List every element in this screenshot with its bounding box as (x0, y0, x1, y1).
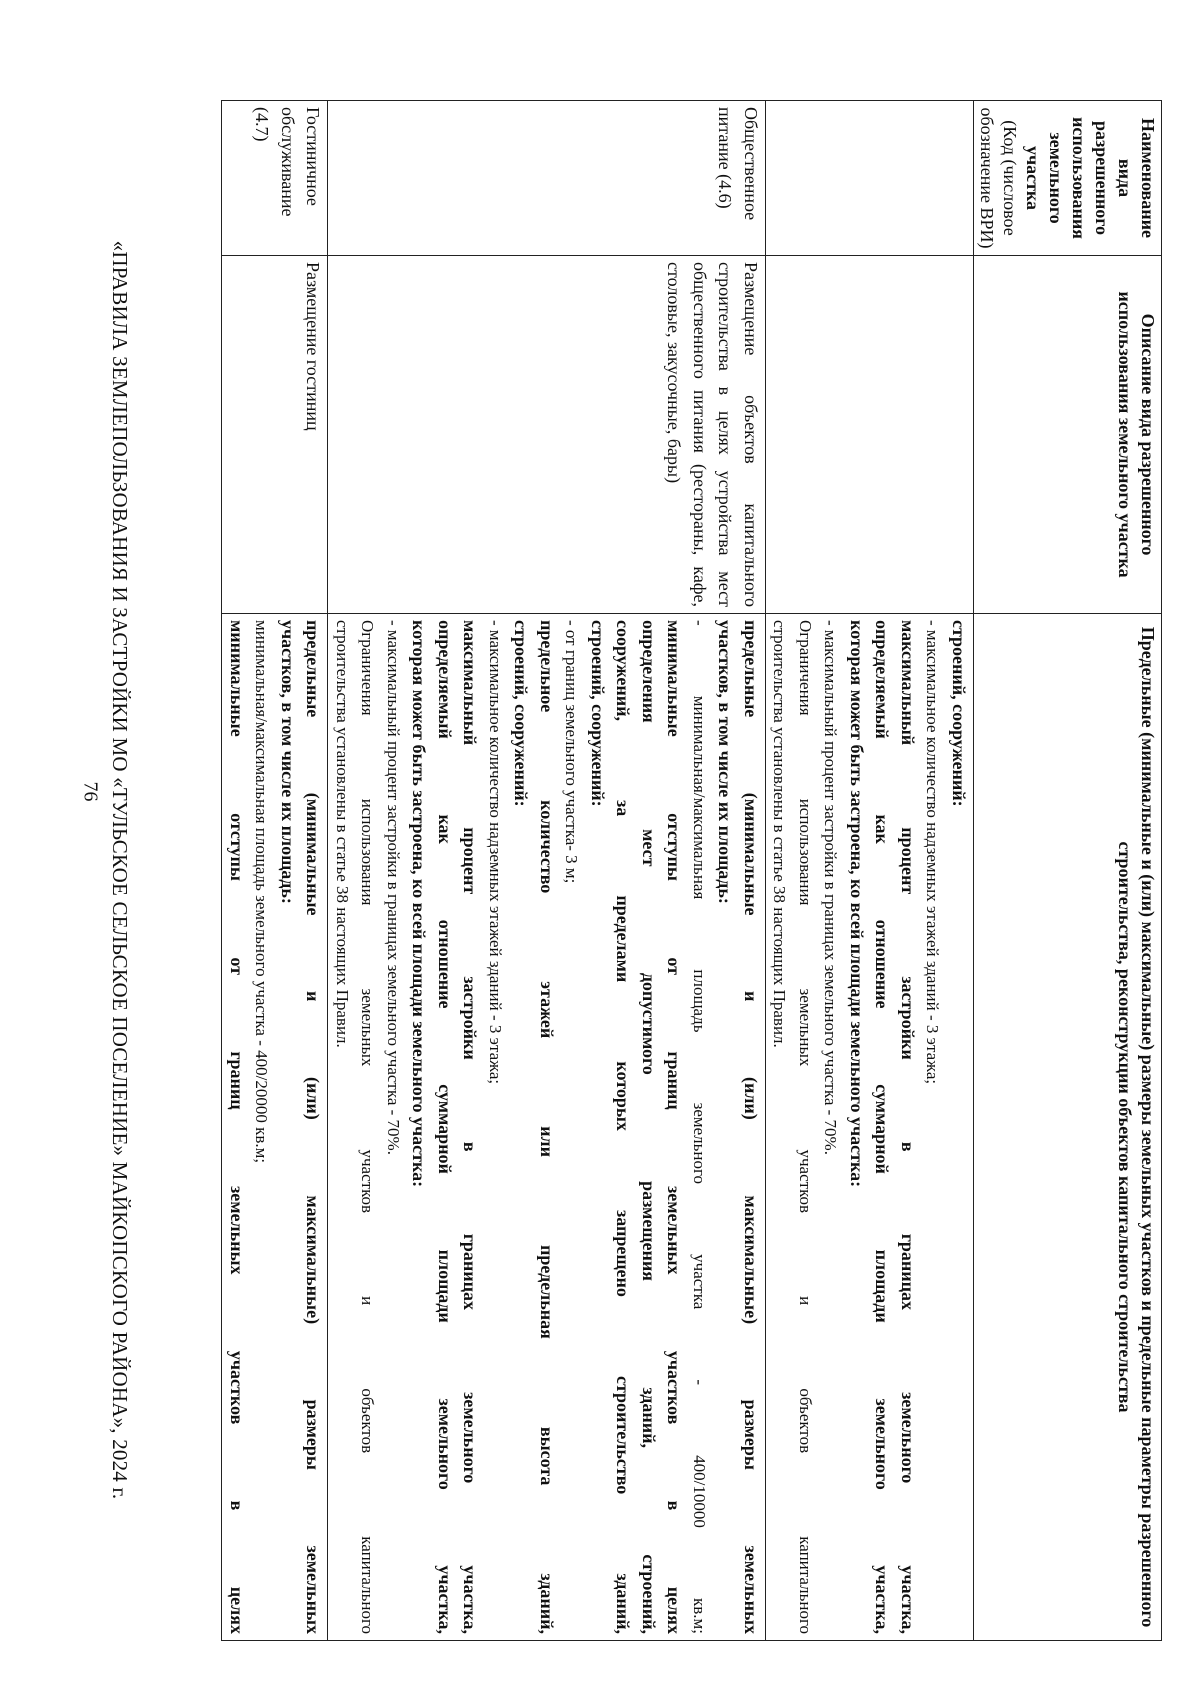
parameter-line: определяемый как отношение суммарной площади земельного участка, (872, 620, 893, 1634)
parameter-line: максимальный процент застройки в границах земельного участка, (460, 620, 481, 1634)
parameter-line: строительства установлены в статье 38 настоящих Правил. (770, 620, 790, 1048)
parameter-line: Ограничения использования земельных участков и объектов капитального (796, 620, 815, 1634)
table-header-row (974, 101, 1162, 1641)
parameter-line: которая может быть застроена, ко всей площади земельного участка: (409, 620, 430, 1188)
permitted-use-name: Гостиничное обслуживание (4.7) (222, 101, 328, 256)
regulations-table (222, 100, 1163, 1641)
table-body (222, 101, 974, 1641)
parameter-line: участков, в том числе их площадь: (715, 620, 736, 904)
parameter-line: - максимальное количество надземных этажей зданий - 3 этажа; (486, 620, 505, 1085)
parameter-line: определения мест допустимого размещения зданий, строений, (639, 620, 659, 1634)
parameter-line: - максимальный процент застройки в границах земельного участка - 70%. (384, 620, 403, 1155)
header-limit-parameters: Предельные (минимальные и (или) максимальные) размеры земельных участков и предельные параметры разрешенного строительства, реконструкции объектов капитального строительства (974, 614, 1162, 1641)
parameter-line: - максимальный процент застройки в границах земельного участка - 70%. (821, 620, 841, 1155)
parameter-line: которая может быть застроена, ко всей площади земельного участка: (847, 620, 867, 1188)
parameter-line: строительства установлены в статье 38 настоящих Правил. (333, 620, 352, 1048)
page-number: 76 (79, 781, 102, 802)
parameter-line: сооружений, за пределами которых запрещено строительство зданий, (613, 620, 634, 1634)
rotated-page (102, 100, 1162, 1640)
parameter-line: строений, сооружений: (511, 620, 532, 807)
parameter-line: максимальный процент застройки в границах земельного участка, (898, 620, 918, 1634)
table-row (222, 101, 328, 1641)
table-row (328, 101, 766, 1641)
parameter-line: предельные (минимальные и (или) максимальные) размеры земельных (741, 620, 761, 1634)
parameter-line: строений, сооружений: (588, 620, 608, 807)
parameter-line: - от границ земельного участка- 3 м; (562, 620, 582, 884)
limit-parameters (766, 614, 974, 1641)
parameter-line: - минимальная/максимальная площадь земельного участка - 400/10000 кв.м; (690, 620, 709, 1634)
parameter-line: участков, в том числе их площадь: (278, 620, 298, 904)
table-row (766, 101, 974, 1641)
parameter-line: предельные (минимальные и (или) максимальные) размеры земельных (303, 620, 324, 1634)
header-col1-code-note: (Код (числовое обозначение ВРИ) (977, 107, 1020, 249)
parameter-line: - максимальное количество надземных этажей зданий - 3 этажа; (923, 620, 943, 1085)
parameter-line: минимальные отступы от границ земельных участков в целях (227, 620, 247, 1634)
header-permitted-use-description: Описание вида разрешенного использования земельного участка (974, 256, 1162, 614)
parameter-line: минимальная/максимальная площадь земельного участка - 400/20000 кв.м; (252, 620, 272, 1164)
permitted-use-description: Размещение объектов капитального строительства в целях устройства мест общественного питания (рестораны, кафе, столовые, закусочные, бары) (328, 256, 766, 614)
permitted-use-name: Общественное питание (4.6) (328, 101, 766, 256)
header-permitted-use-name (974, 101, 1162, 256)
parameter-line: предельное количество этажей или предельная высота зданий, (537, 620, 557, 1634)
permitted-use-name (766, 101, 974, 256)
permitted-use-description (766, 256, 974, 614)
parameter-line: строений, сооружений: (949, 620, 969, 807)
permitted-use-description: Размещение гостиниц (222, 256, 328, 614)
parameter-line: определяемый как отношение суммарной площади земельного участка, (435, 620, 455, 1634)
parameter-line: Ограничения использования земельных участков и объектов капитального (358, 620, 378, 1634)
limit-parameters (222, 614, 328, 1641)
header-col1-title: Наименование вида разрешенного использования земельного участка (1023, 117, 1158, 239)
parameter-line: минимальные отступы от границ земельных участков в целях (664, 620, 685, 1634)
limit-parameters (328, 614, 766, 1641)
document-footer: «ПРАВИЛА ЗЕМЛЕПОЛЬЗОВАНИЯ И ЗАСТРОЙКИ МО «ТУЛЬСКОЕ СЕЛЬСКОЕ ПОСЕЛЕНИЕ» МАЙКОПСКОГО РАЙОНА», 2024 г. (108, 240, 132, 1500)
